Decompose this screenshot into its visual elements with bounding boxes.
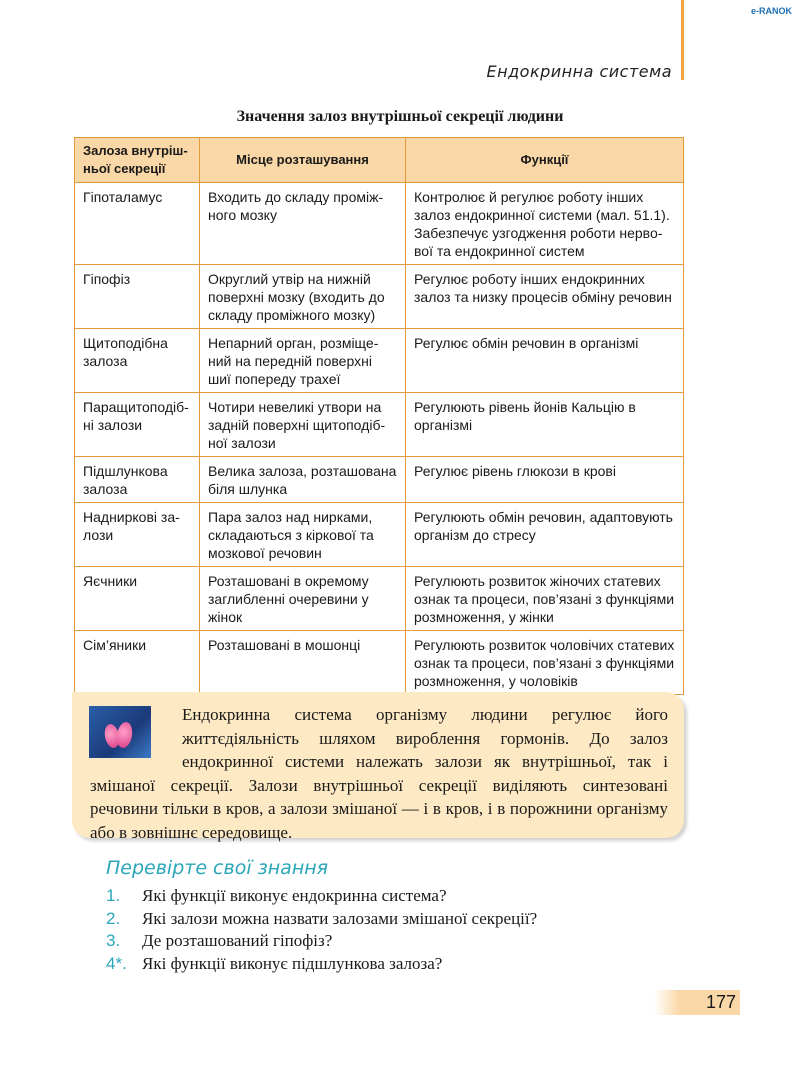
chapter-title: Ендокринна система [486,62,672,81]
table-cell: Щитоподібна залоза [75,329,200,393]
question-item [106,953,537,976]
table-row [75,265,684,329]
table-cell: Розташовані в мошонці [200,631,406,695]
questions-list [106,885,537,975]
table-header-row [75,138,684,183]
page-number: 177 [654,990,740,1015]
table-row [75,567,684,631]
question-item [106,930,537,953]
publisher-logo: e-RANOK [751,6,793,16]
question-number: 2. [106,908,121,928]
questions-title: Перевірте свої знання [106,857,329,879]
table-cell: Регулюють обмін речовин, адаптовують організм до стресу [406,503,684,567]
table-cell: Гіпофіз [75,265,200,329]
table-cell: Гіпоталамус [75,183,200,265]
table-cell: Регулює роботу інших ендокринних залоз та низку процесів обміну речовин [406,265,684,329]
chapter-divider [681,0,684,80]
glands-table [74,137,684,695]
table-cell: Чотири невеликі утвори на задній поверхні щитоподібної залози [200,393,406,457]
question-number: 1. [106,886,121,905]
question-text: Які залози можна назвати залозами змішаної секреції? [142,908,538,928]
column-header: Місце розташування [200,138,406,183]
table-cell: Підшлункова залоза [75,457,200,503]
table-cell: Непарний орган, розміщений на передній поверхні шиї попереду трахеї [200,329,406,393]
table-cell: Регулюють рівень йонів Кальцію в організмі [406,393,684,457]
question-number: 3. [106,931,121,950]
question-text: Де розташований гіпофіз? [142,931,333,950]
question-text: Які функції виконує ендокринна система? [142,886,447,905]
table-cell: Велика залоза, розташована біля шлунка [200,457,406,503]
column-header: Залоза внутрішньої секреції [75,138,200,183]
table-cell: Паращитоподібні залози [75,393,200,457]
question-number: 4*. [106,953,127,973]
question-item [106,908,537,931]
table-row [75,329,684,393]
table-row [75,183,684,265]
table-cell: Розташовані в окремому заглибленні очеревини у жінок [200,567,406,631]
table-row [75,503,684,567]
table-cell: Сім’яники [75,631,200,695]
table-title: Значення залоз внутрішньої секреції людини [236,108,564,125]
table-cell: Регулюють розвиток чоловічих статевих ознак та процеси, пов’язані з функціями розмноження, у чоловіків [406,631,684,695]
question-text: Які функції виконує підшлункова залоза? [142,953,443,973]
summary-text: Ендокринна система організму людини регулює його життєдіяльність шляхом вироблення гормонів. До залоз ендокринної системи належать залози як внутрішньої, так і змішаної секреції. Залози внутрішньої секреції виділяють синтезовані речовини тільки в кров, а залози змішаної — і в кров, і в порожнини організму або в зовнішнє середовище. [90,705,668,842]
question-item [106,885,537,908]
table-cell: Округлий утвір на нижній поверхні мозку (входить до складу проміжного мозку) [200,265,406,329]
table-row [75,393,684,457]
table-cell: Регулює обмін речовин в організмі [406,329,684,393]
table-cell: Надниркові залози [75,503,200,567]
table-cell: Пара залоз над нирками, складаються з кіркової та мозкової речовин [200,503,406,567]
table-row [75,631,684,695]
table-row [75,457,684,503]
table-cell: Контролює й регулює роботу інших залоз ендокринної системи (мал. 51.1). Забезпечує узгодження роботи нервової та ендокринної систем [406,183,684,265]
column-header: Функції [406,138,684,183]
summary-box [72,692,684,842]
table-cell: Регулює рівень глюкози в крові [406,457,684,503]
summary-text-block [90,703,668,844]
table-cell: Регулюють розвиток жіночих статевих ознак та процеси, пов’язані з функціями розмноження, у жінки [406,567,684,631]
table-cell: Яєчники [75,567,200,631]
table-cell: Входить до складу проміжного мозку [200,183,406,265]
